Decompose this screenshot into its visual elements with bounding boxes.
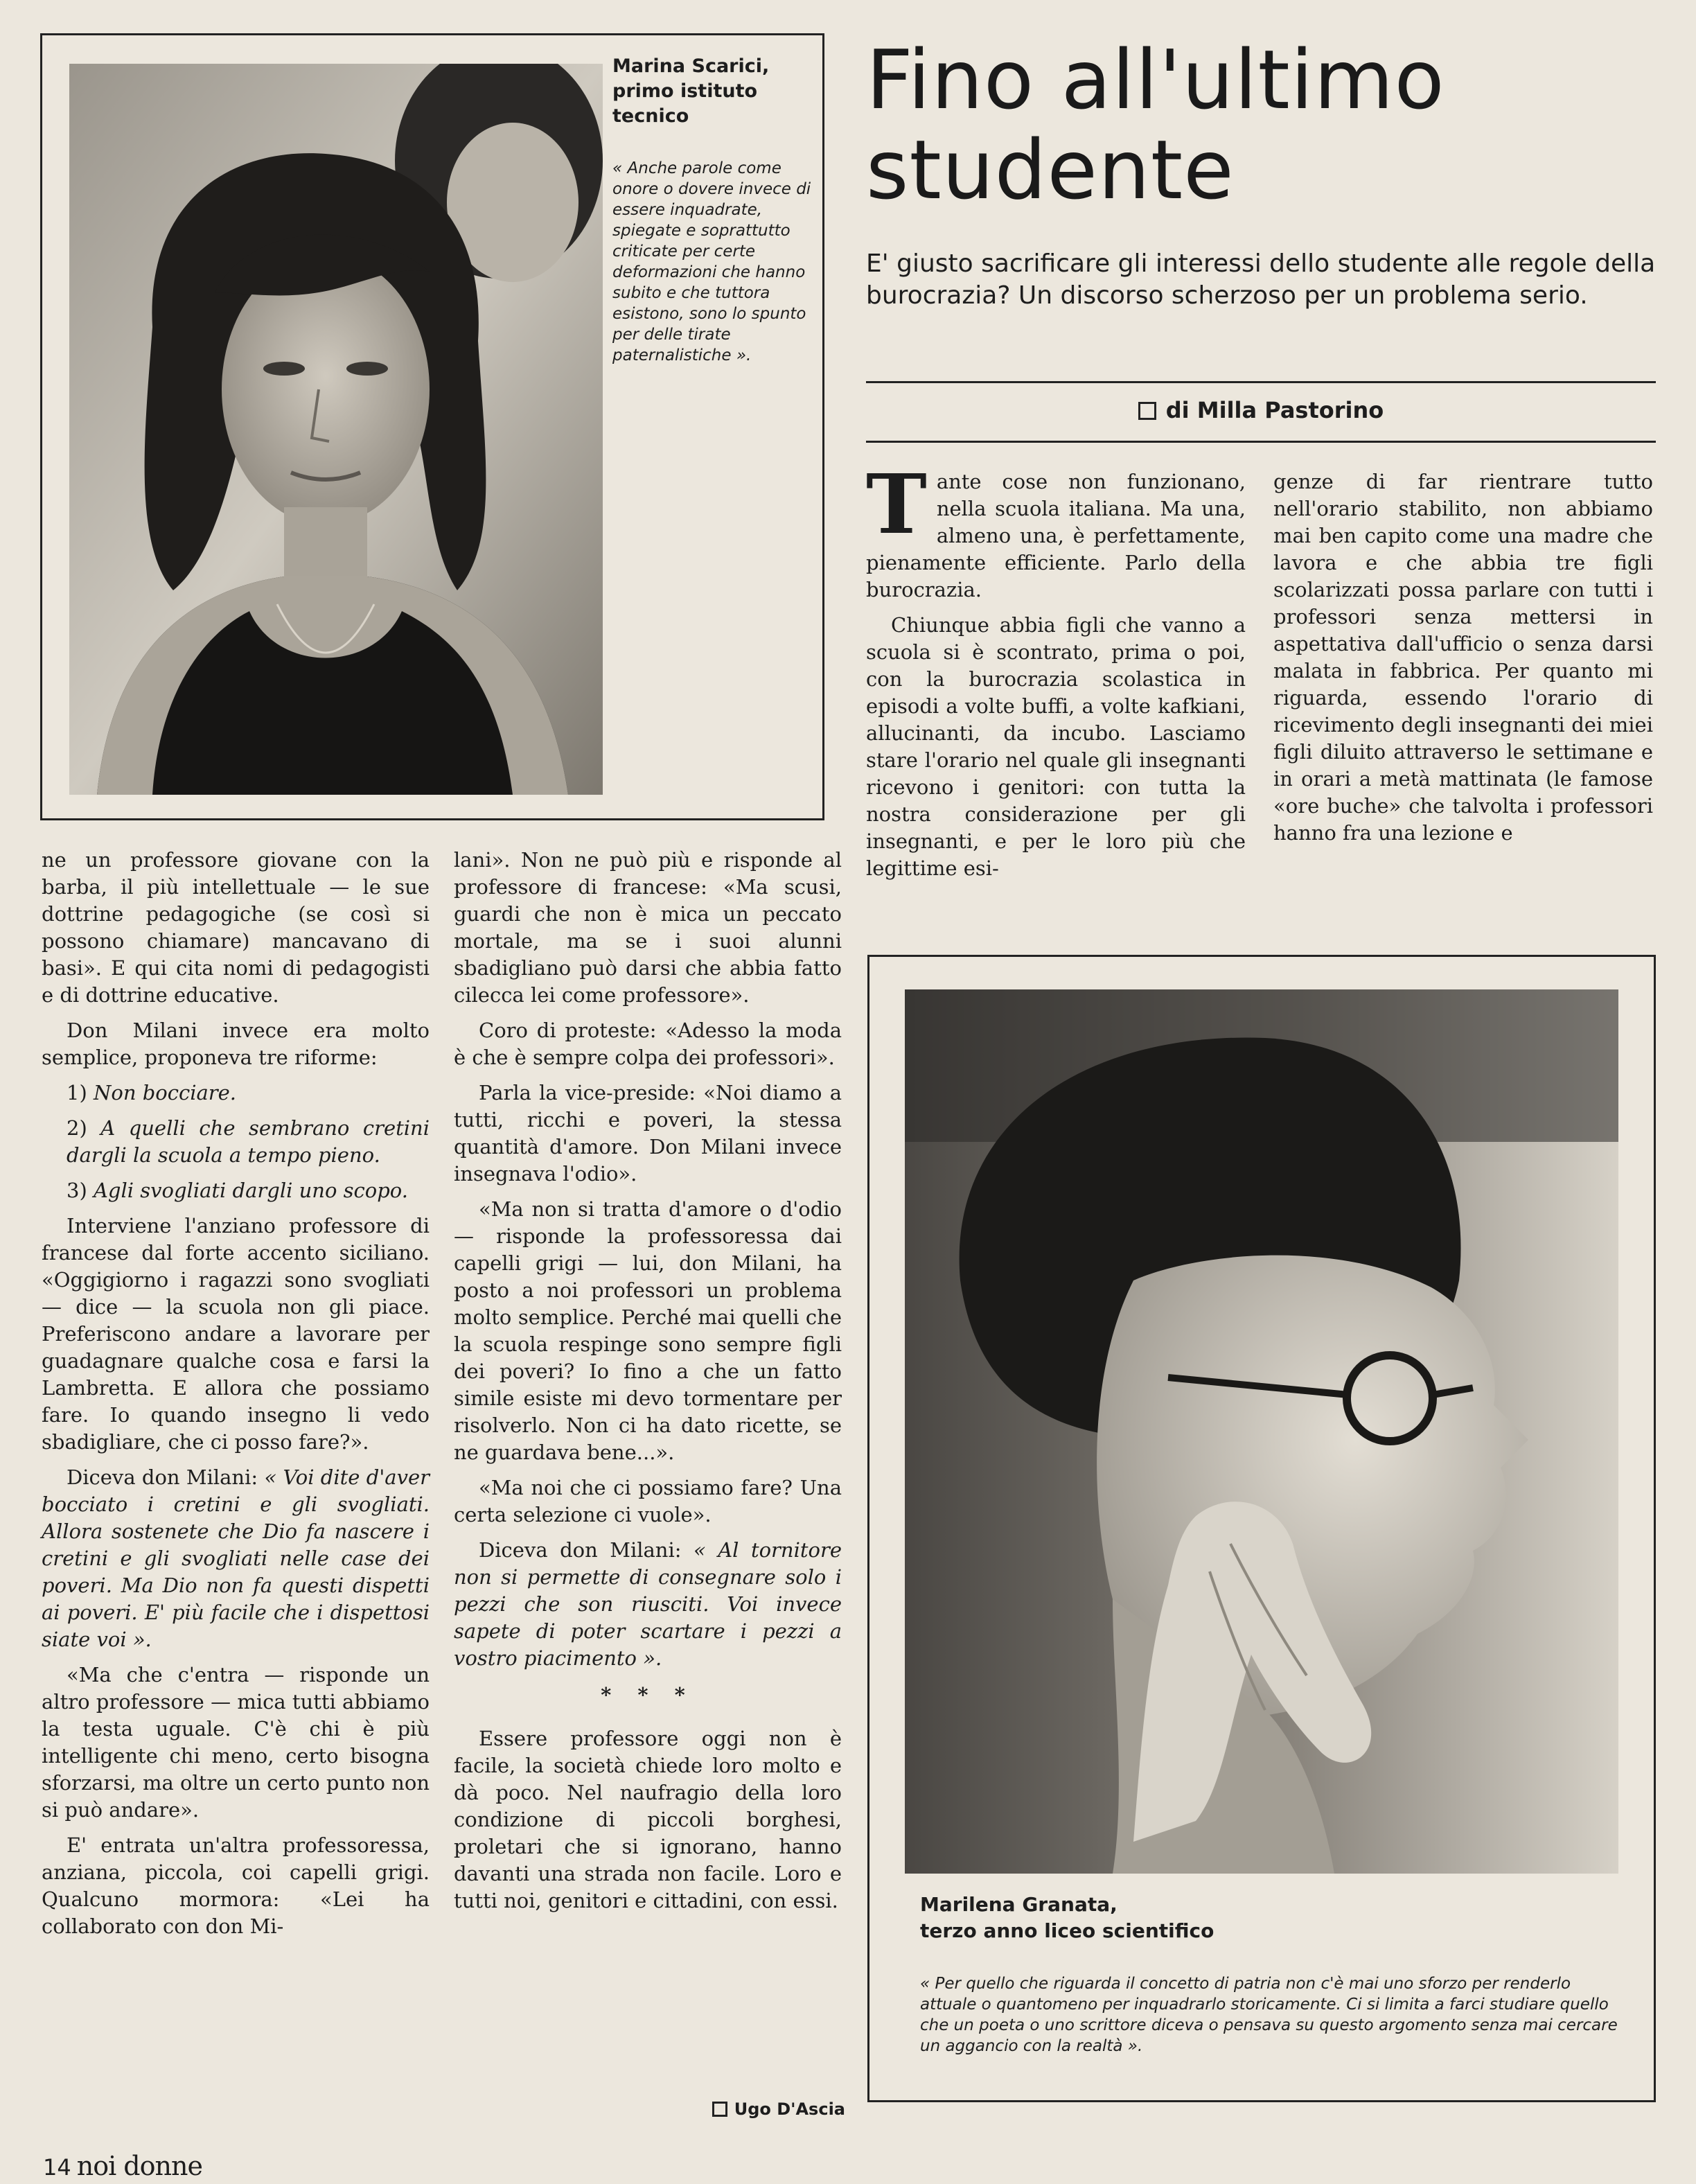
article-column-right-2	[1273, 468, 1653, 855]
article-paragraph: genze di far rientrare tutto nell'orario stabilito, non abbiamo mai ben capito come una madre che lavora e che abbia tre figli scolarizzati possa parlare con tutti i professori senza mettersi in aspettativa dall'ufficio o senza darsi malata in fabbrica. Per quanto mi riguarda, essendo l'orario di ricevimento degli insegnanti dei miei figli diluito attraverso le settimane e in orari a metà mattinata (le famose «ore buche» che talvolta i professori hanno fra una lezione e	[1273, 470, 1653, 845]
article-paragraph: Essere professore oggi non è facile, la società chiede loro molto e dà poco. Nel naufragio della loro condizione di piccoli borghesi, proletari che si ignorano, hanno davanti una strada non facile. Loro e tutti noi, genitori e cittadini, con essi.	[454, 1727, 842, 1912]
rule-bottom	[866, 441, 1656, 443]
square-bullet-icon	[712, 2102, 727, 2117]
headline: Fino all'ultimo studente	[866, 32, 1445, 218]
author-signature	[686, 2099, 845, 2119]
article-paragraph: Coro di proteste: «Adesso la moda è che è sempre colpa dei professori».	[454, 1019, 842, 1069]
photo2-caption-quote: « Per quello che riguarda il concetto di patria non c'è mai uno sforzo per renderlo attuale o quantomeno per inquadrarlo storicamente. Ci si limita a farci studiare quello che un poeta o uno scrittore diceva o pensava su questo argomento senza mai cercare un aggancio con la realtà ».	[920, 1975, 1618, 2055]
article-paragraph: Parla la vice-preside: «Noi diamo a tutti, ricchi e poveri, la stessa quantità d'amore. Don Milani invece insegnava l'odio».	[454, 1081, 842, 1186]
article-paragraph: ne un professore giovane con la barba, il più intellettuale — le sue dottrine pedagogiche (se così si possono chiamare) mancavano di basi». E qui cita nomi di pedagogisti e di dottrine educative.	[42, 848, 430, 1007]
photo2-caption-name	[920, 1892, 1544, 1944]
article-paragraph: lani». Non ne può più e risponde al professore di francese: «Ma scusi, guardi che non è mica un peccato mortale, ma se i suoi alunni sbadigliano può darsi che abbia fatto cilecca lei come professore».	[454, 848, 842, 1007]
photo2-caption-name-line2: terzo anno liceo scientifico	[920, 1919, 1214, 1942]
page-footer	[43, 2151, 202, 2181]
article-paragraph: Don Milani invece era molto semplice, proponeva tre riforme:	[42, 1019, 430, 1069]
article-paragraph: Diceva don Milani: « Al tornitore non si permette di consegnare solo i pezzi che son riusciti. Voi invece sapete di poter scartare i pezzi a vostro piacimento ».	[454, 1538, 842, 1670]
reform-item	[42, 1177, 430, 1204]
reform-number: 3)	[67, 1179, 87, 1202]
article-paragraph: Diceva don Milani: « Voi dite d'aver bocciato i cretini e gli svogliati. Allora sostenete che Dio fa nascere i cretini e gli svogliati nelle case dei poveri. Ma Dio non fa questi dispetti ai poveri. E' più facile che i dispettosi siate voi ».	[42, 1465, 430, 1651]
article-paragraph: E' entrata un'altra professoressa, anziana, piccola, coi capelli grigi. Qualcuno mormora: «Lei ha collaborato con don Mi-	[42, 1833, 430, 1938]
byline-text: di Milla Pastorino	[1165, 397, 1384, 423]
photo1-caption-name: Marina Scarici, primo istituto tecnico	[612, 55, 770, 127]
article-paragraph: Chiunque abbia figli che vanno a scuola si è scontrato, prima o poi, con la burocrazia scolastica in episodi a volte buffi, a volte kafkiani, allucinanti, da incubo. Lasciamo stare l'orario nel quale gli insegnanti ricevono i genitori: con tutta la nostra considerazione per gli insegnanti, e per le loro più che legittime esi-	[866, 613, 1246, 880]
article-column-left-2	[454, 847, 842, 1923]
square-bullet-icon	[1138, 402, 1156, 420]
page-number: 14	[43, 2154, 71, 2181]
rule-top	[866, 381, 1656, 383]
photo2-caption-name-line1: Marilena Granata,	[920, 1893, 1118, 1916]
article-paragraph: «Ma noi che ci possiamo fare? Una certa selezione ci vuole».	[454, 1476, 842, 1526]
reform-item	[42, 1080, 430, 1107]
article-column-right-1	[866, 456, 1246, 890]
article-paragraph: Interviene l'anziano professore di francese dal forte accento siciliano. «Oggigiorno i ragazzi sono svogliati — dice — la scuola non gli piace. Preferiscono andare a lavorare per guadagnare qualche cosa e farsi la Lambretta. E allora che possiamo fare. Io quando insegno li vedo sbadigliare, che ci posso fare?».	[42, 1214, 430, 1454]
article-paragraph: «Ma che c'entra — risponde un altro professore — mica tutti abbiamo la testa uguale. C'è chi è più intelligente chi meno, certo bisogna sforzarsi, ma oltre un certo punto non si può andare».	[42, 1663, 430, 1822]
article-paragraph: Tante cose non funzionano, nella scuola italiana. Ma una, almeno una, è perfettamente, pienamente efficiente. Parlo della burocrazia.	[866, 456, 1246, 601]
photo-marina-scarici	[69, 64, 603, 795]
reform-number: 1)	[67, 1081, 87, 1104]
byline	[866, 394, 1656, 427]
reform-item	[42, 1115, 430, 1169]
reform-text: A quelli che sembrano cretini dargli la scuola a tempo pieno.	[67, 1116, 430, 1167]
reform-text: Agli svogliati dargli uno scopo.	[93, 1179, 408, 1202]
photo-marilena-granata	[905, 989, 1618, 1874]
reform-number: 2)	[67, 1116, 87, 1140]
section-break-stars: * * *	[601, 1683, 695, 1707]
article-paragraph: «Ma non si tratta d'amore o d'odio — risponde la professoressa dai capelli grigi — lui, don Milani, ha posto a noi professori un problema molto semplice. Perché mai quelli che la scuola respinge sono sempre figli dei poveri? Io fino a che un fatto simile esiste mi devo tormentare per risolverlo. Non ci ha dato ricette, se ne guardava bene...».	[454, 1197, 842, 1464]
reform-text: Non bocciare.	[93, 1081, 237, 1104]
signature-text: Ugo D'Ascia	[734, 2099, 845, 2119]
drop-cap: T	[866, 456, 927, 552]
magazine-name: noi donne	[76, 2151, 202, 2181]
subtitle: E' giusto sacrificare gli interessi dello studente alle regole della burocrazia? Un discorso scherzoso per un problema serio.	[866, 249, 1656, 310]
photo1-caption-quote: « Anche parole come onore o dovere invece di essere inquadrate, spiegate e soprattutto criticate per certe deformazioni che hanno subito e che tuttora esistono, sono lo spunto per delle tirate paternalistiche ».	[612, 159, 811, 364]
article-column-left-1	[42, 847, 430, 1948]
